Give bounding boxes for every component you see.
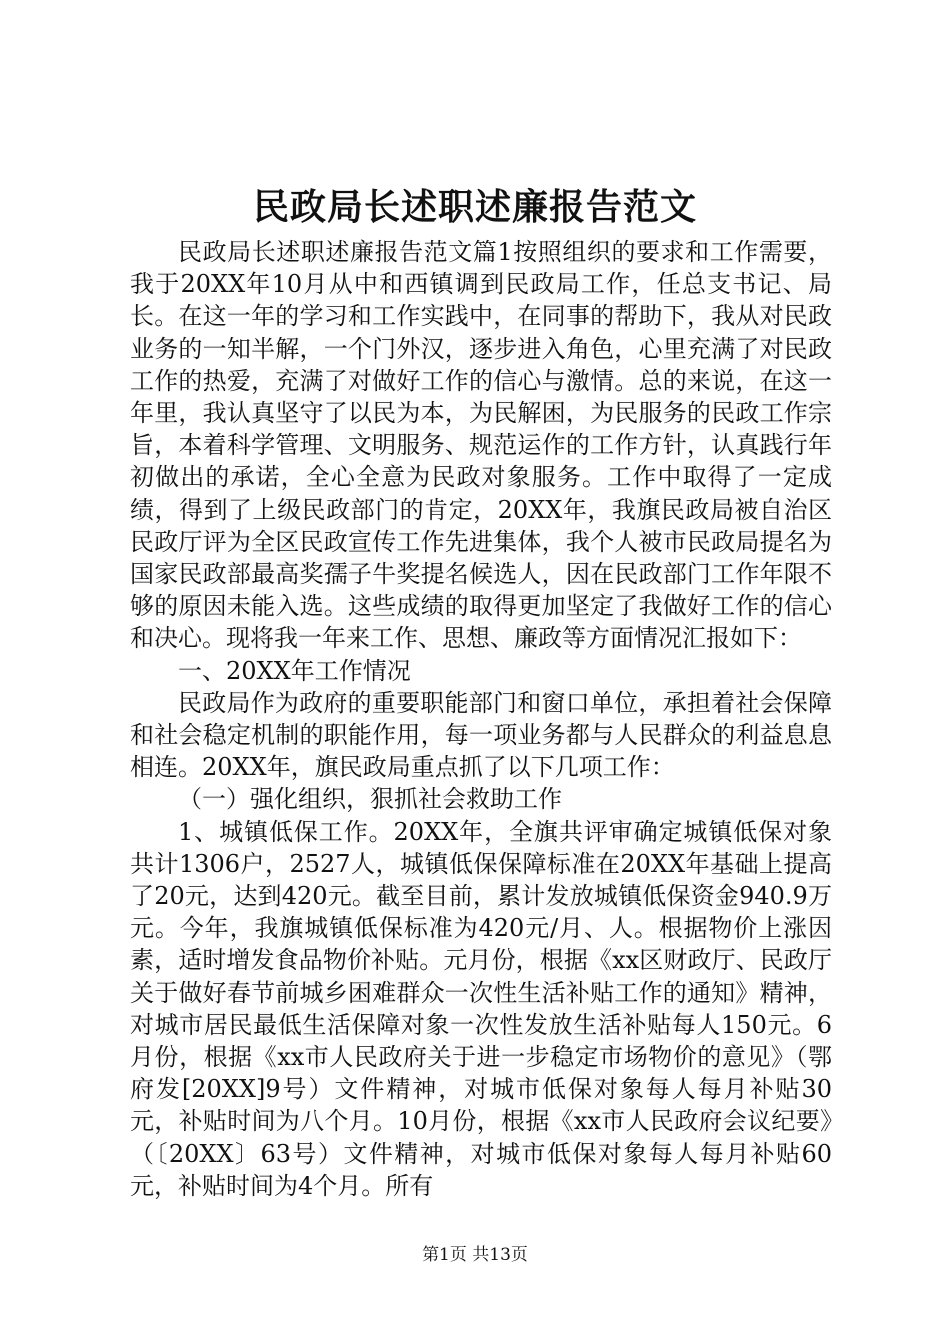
page-number-footer: 第1页 共13页	[422, 1245, 528, 1265]
subsection-heading-social-assistance: （一）强化组织，狠抓社会救助工作	[178, 785, 562, 814]
document-title: 民政局长述职述廉报告范文	[252, 186, 697, 228]
paragraph-bureau-role: 民政局作为政府的重要职能部门和窗口单位，承担着社会保障和社会稳定机制的职能作用，每一项业务都与人民群众的利益息息相连。20XX年，旗民政局重点抓了以下几项工作：	[130, 688, 832, 782]
section-heading-work-situation: 一、20XX年工作情况	[178, 656, 411, 685]
paragraph-urban-minimum-living: 1、城镇低保工作。20XX年，全旗共评审确定城镇低保对象共计1306户，2527人，城镇低保保障标准在20XX年基础上提高了20元，达到420元。截至目前，累计发放城镇低保资金940.9万元。今年，我旗城镇低保标准为420元/月、人。根据物价上涨因素，适时增发食品物价补贴。元月份，根据《xx区财政厅、民政厅关于做好春节前城乡困难群众一次性生活补贴工作的通知》精神，对城市居民最低生活保障对象一次性发放生活补贴每人150元。6月份，根据《xx市人民政府关于进一步稳定市场物价的意见》（鄂府发[20XX]9号）文件精神，对城市低保对象每人每月补贴30元，补贴时间为八个月。10月份，根据《xx市人民政府会议纪要》（〔20XX〕63号）文件精神，对城市低保对象每人每月补贴60元，补贴时间为4个月。所有	[130, 817, 832, 1200]
document-body	[130, 236, 832, 1202]
paragraph-intro: 民政局长述职述廉报告范文篇1按照组织的要求和工作需要，我于20XX年10月从中和西镇调到民政局工作，任总支书记、局长。在这一年的学习和工作实践中，在同事的帮助下，我从对民政业务的一知半解，一个门外汉，逐步进入角色，心里充满了对民政工作的热爱，充满了对做好工作的信心与激情。总的来说，在这一年里，我认真坚守了以民为本，为民解困，为民服务的民政工作宗旨，本着科学管理、文明服务、规范运作的工作方针，认真践行年初做出的承诺，全心全意为民政对象服务。工作中取得了一定成绩，得到了上级民政部门的肯定，20XX年，我旗民政局被自治区民政厅评为全区民政宣传工作先进集体，我个人被市民政局提名为国家民政部最高奖孺子牛奖提名候选人，因在民政部门工作年限不够的原因未能入选。这些成绩的取得更加坚定了我做好工作的信心和决心。现将我一年来工作、思想、廉政等方面情况汇报如下：	[130, 238, 832, 653]
